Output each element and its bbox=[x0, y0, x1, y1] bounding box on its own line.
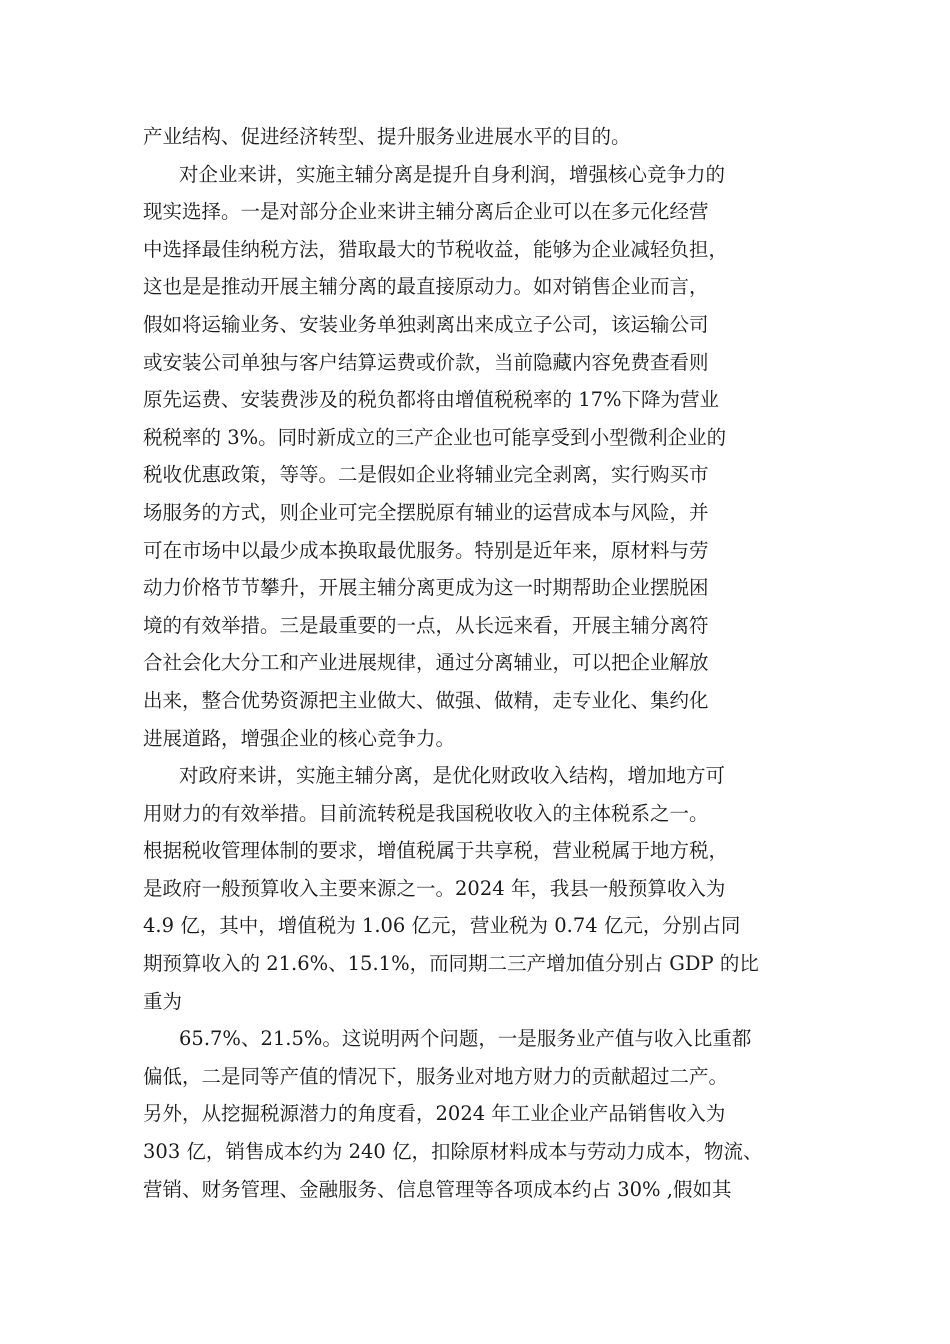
text-line: 4.9 亿，其中，增值税为 1.06 亿元，营业税为 0.74 亿元，分别占同 bbox=[143, 914, 741, 938]
text-line: 期预算收入的 21.6%、15.1%，而同期二三产增加值分别占 GDP 的比 bbox=[143, 952, 759, 976]
text-line: 偏低，二是同等产值的情况下，服务业对地方财力的贡献超过二产。 bbox=[143, 1064, 729, 1088]
text-line: 营销、财务管理、金融服务、信息管理等各项成本约占 30% ,假如其 bbox=[143, 1177, 732, 1201]
text-line: 假如将运输业务、安装业务单独剥离出来成立子公司，该运输公司 bbox=[143, 312, 709, 336]
text-line: 另外，从挖掘税源潜力的角度看，2024 年工业企业产品销售收入为 bbox=[143, 1102, 726, 1126]
text-line: 重为 bbox=[143, 989, 183, 1013]
text-line: 是政府一般预算收入主要来源之一。2024 年，我县一般预算收入为 bbox=[143, 876, 726, 900]
paragraph-first-line: 65.7%、21.5%。这说明两个问题，一是服务业产值与收入比重都 bbox=[179, 1027, 752, 1051]
text-line: 用财力的有效举措。目前流转税是我国税收收入的主体税系之一。 bbox=[143, 801, 709, 825]
text-line: 进展道路，增强企业的核心竞争力。 bbox=[143, 726, 456, 750]
text-line: 现实选择。一是对部分企业来讲主辅分离后企业可以在多元化经营 bbox=[143, 200, 709, 224]
text-line: 或安装公司单独与客户结算运费或价款，当前隐藏内容免费查看则 bbox=[143, 350, 709, 374]
text-line: 合社会化大分工和产业进展规律，通过分离辅业，可以把企业解放 bbox=[143, 651, 709, 675]
paragraph-first-line: 对政府来讲，实施主辅分离，是优化财政收入结构，增加地方可 bbox=[179, 764, 726, 788]
text-line: 场服务的方式，则企业可完全摆脱原有辅业的运营成本与风险，并 bbox=[143, 500, 709, 524]
text-line: 动力价格节节攀升，开展主辅分离更成为这一时期帮助企业摆脱困 bbox=[143, 576, 709, 600]
text-line: 可在市场中以最少成本换取最优服务。特别是近年来，原材料与劳 bbox=[143, 538, 709, 562]
text-line: 税收优惠政策，等等。二是假如企业将辅业完全剥离，实行购买市 bbox=[143, 463, 709, 487]
text-line: 境的有效举措。三是最重要的一点，从长远来看，开展主辅分离符 bbox=[143, 613, 709, 637]
text-line: 这也是是推动开展主辅分离的最直接原动力。如对销售企业而言， bbox=[143, 275, 709, 299]
text-line: 中选择最佳纳税方法，猎取最大的节税收益，能够为企业减轻负担， bbox=[143, 237, 729, 261]
text-line: 303 亿，销售成本约为 240 亿，扣除原材料成本与劳动力成本，物流、 bbox=[143, 1140, 763, 1164]
text-line: 原先运费、安装费涉及的税负都将由增值税税率的 17%下降为营业 bbox=[143, 388, 720, 412]
body-text bbox=[143, 118, 823, 1208]
text-line: 出来，整合优势资源把主业做大、做强、做精，走专业化、集约化 bbox=[143, 688, 709, 712]
text-line: 税税率的 3%。同时新成立的三产企业也可能享受到小型微利企业的 bbox=[143, 425, 727, 449]
text-line: 产业结构、促进经济转型、提升服务业进展水平的目的。 bbox=[143, 125, 631, 148]
paragraph-first-line: 对企业来讲，实施主辅分离是提升自身利润，增强核心竞争力的 bbox=[179, 162, 726, 186]
text-line: 根据税收管理体制的要求，增值税属于共享税，营业税属于地方税， bbox=[143, 839, 729, 863]
